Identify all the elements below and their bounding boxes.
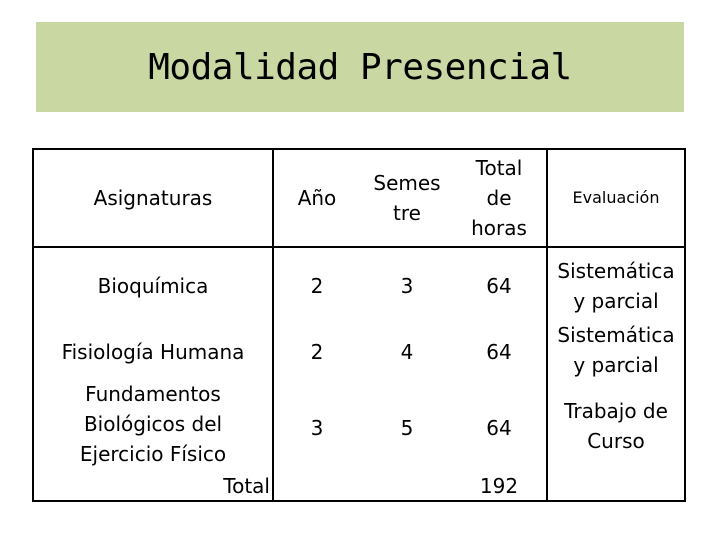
- total-label: Total: [223, 474, 270, 498]
- table-row-1-horas: 64: [486, 274, 512, 298]
- subjects-table: [32, 148, 686, 502]
- table-row-1-semestre: 3: [400, 274, 414, 298]
- table-row-3-evaluacion: Trabajo de Curso: [564, 399, 668, 453]
- table-row-2-horas: 64: [486, 340, 512, 364]
- table-row-2-asignatura: Fisiología Humana: [61, 340, 245, 364]
- header-anio: Año: [297, 186, 337, 210]
- header-divider: [34, 246, 684, 248]
- title-banner: [36, 22, 684, 112]
- table-row-2-evaluacion: Sistemática y parcial: [557, 323, 675, 377]
- header-asignaturas: Asignaturas: [93, 186, 213, 210]
- total-hours-value: 192: [479, 474, 519, 498]
- table-row-3-horas: 64: [486, 416, 512, 440]
- header-semestre: Semes tre: [373, 171, 441, 225]
- table-row-1-asignatura: Bioquímica: [97, 274, 209, 298]
- table-row-2-anio: 2: [310, 340, 324, 364]
- page-title: Modalidad Presencial: [148, 46, 572, 88]
- table-row-1-evaluacion: Sistemática y parcial: [557, 259, 675, 313]
- table-row-3-anio: 3: [310, 416, 324, 440]
- table-row-3-semestre: 5: [400, 416, 414, 440]
- table-row-2-semestre: 4: [400, 340, 414, 364]
- table-row-1-anio: 2: [310, 274, 324, 298]
- table-row-3-asignatura: Fundamentos Biológicos del Ejercicio Físico: [79, 382, 227, 466]
- header-total-horas: Total de horas: [471, 156, 527, 240]
- header-evaluacion: Evaluación: [572, 188, 660, 207]
